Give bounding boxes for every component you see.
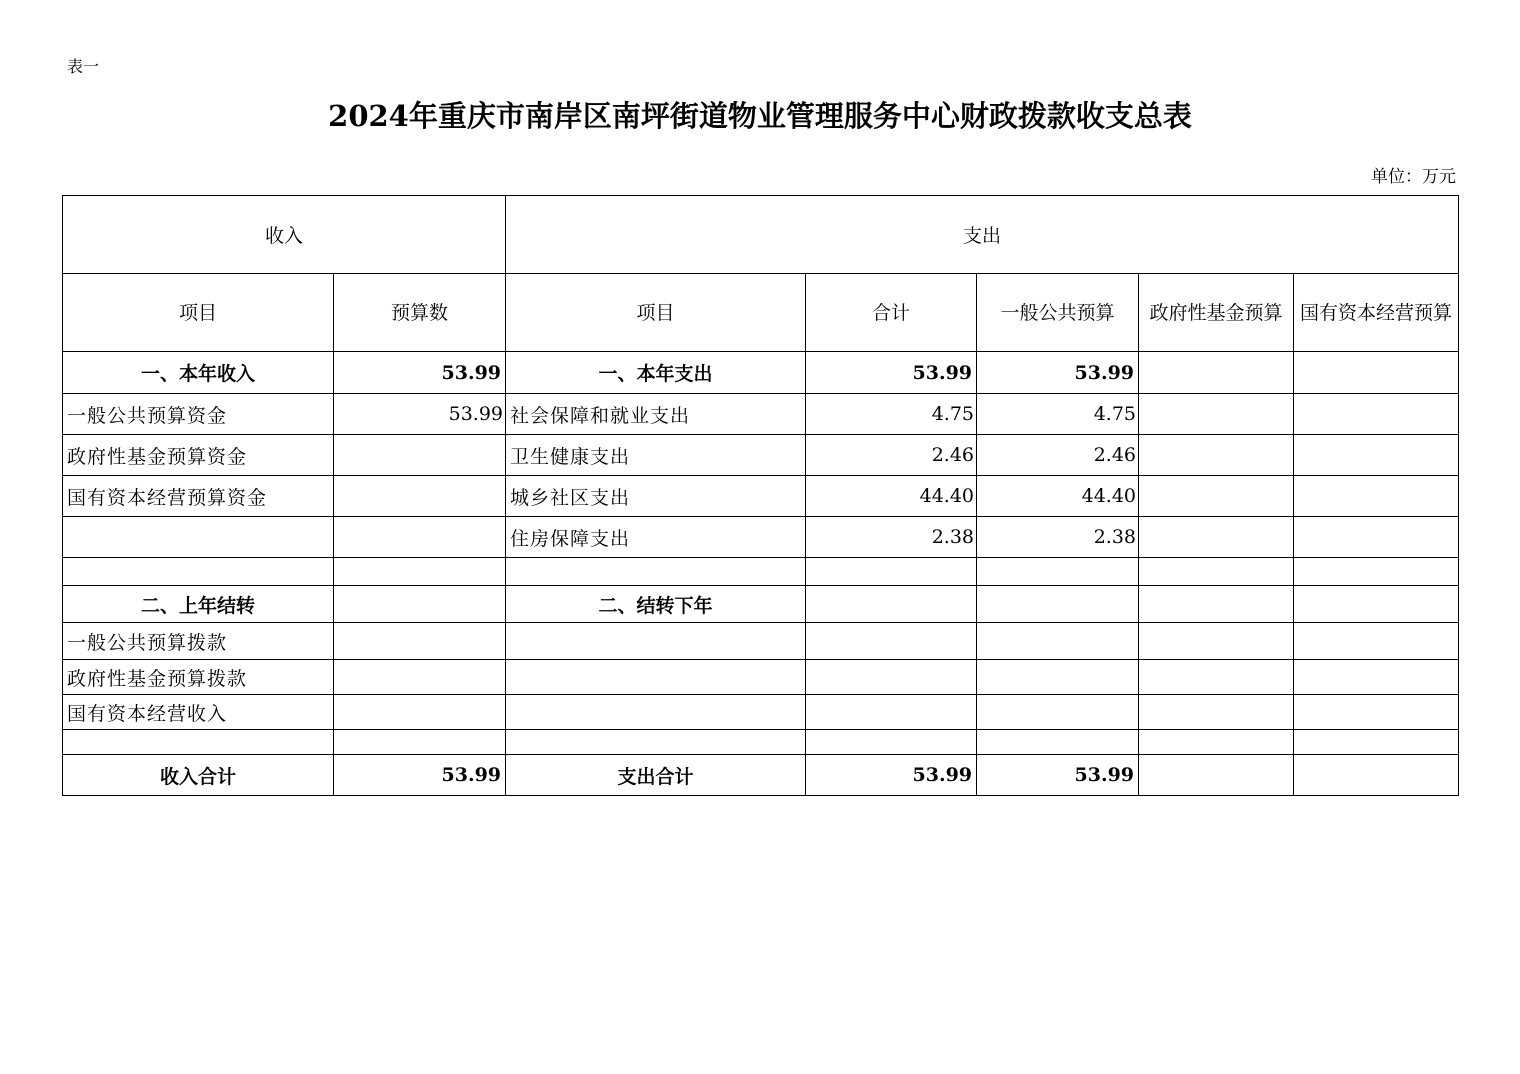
income-value-cell [334, 558, 506, 586]
income-value-cell: 53.99 [334, 394, 506, 435]
income-value-cell [334, 517, 506, 558]
general-public-cell [977, 660, 1139, 695]
gov-fund-budget-header: 政府性基金预算 [1139, 274, 1294, 352]
state-capital-cell [1294, 352, 1459, 394]
state-capital-cell [1294, 695, 1459, 730]
expense-total-value: 53.99 [806, 755, 977, 796]
expense-total-label: 支出合计 [506, 755, 806, 796]
income-item-cell: 国有资本经营预算资金 [63, 476, 334, 517]
gov-fund-cell [1139, 660, 1294, 695]
table-row [63, 394, 1459, 435]
total-cell: 44.40 [806, 476, 977, 517]
state-capital-cell [1294, 476, 1459, 517]
income-value-cell [334, 435, 506, 476]
total-cell [806, 558, 977, 586]
state-capital-cell [1294, 623, 1459, 660]
header-row-group [63, 196, 1459, 274]
gov-fund-cell [1139, 517, 1294, 558]
table-row [63, 352, 1459, 394]
gov-fund-cell [1139, 695, 1294, 730]
income-value-cell [334, 660, 506, 695]
state-capital-total-value [1294, 755, 1459, 796]
total-cell [806, 623, 977, 660]
gov-fund-cell [1139, 394, 1294, 435]
total-row [63, 755, 1459, 796]
expense-item-cell [506, 660, 806, 695]
state-capital-cell [1294, 730, 1459, 755]
total-cell [806, 695, 977, 730]
header-row-columns [63, 274, 1459, 352]
total-cell: 2.38 [806, 517, 977, 558]
expense-header: 支出 [506, 196, 1459, 274]
general-public-budget-header: 一般公共预算 [977, 274, 1139, 352]
expense-item-cell: 城乡社区支出 [506, 476, 806, 517]
gov-fund-cell [1139, 730, 1294, 755]
total-header: 合计 [806, 274, 977, 352]
table-row [63, 586, 1459, 623]
table-row [63, 695, 1459, 730]
table-row [63, 660, 1459, 695]
income-item-cell: 政府性基金预算拨款 [63, 660, 334, 695]
income-value-cell [334, 476, 506, 517]
total-cell [806, 730, 977, 755]
state-capital-budget-header: 国有资本经营预算 [1294, 274, 1459, 352]
total-cell [806, 586, 977, 623]
general-public-cell: 4.75 [977, 394, 1139, 435]
income-budget-header: 预算数 [334, 274, 506, 352]
page-title: 2024年重庆市南岸区南坪街道物业管理服务中心财政拨款收支总表 [328, 99, 1192, 133]
state-capital-cell [1294, 660, 1459, 695]
state-capital-cell [1294, 586, 1459, 623]
income-item-cell [63, 517, 334, 558]
income-item-cell: 国有资本经营收入 [63, 695, 334, 730]
income-item-cell: 二、上年结转 [63, 586, 334, 623]
gov-fund-cell [1139, 476, 1294, 517]
table-row [63, 476, 1459, 517]
expense-item-cell: 一、本年支出 [506, 352, 806, 394]
general-public-cell [977, 695, 1139, 730]
state-capital-cell [1294, 435, 1459, 476]
income-value-cell: 53.99 [334, 352, 506, 394]
income-value-cell [334, 586, 506, 623]
income-item-cell [63, 558, 334, 586]
income-item-cell: 一般公共预算资金 [63, 394, 334, 435]
general-public-cell [977, 730, 1139, 755]
expense-item-cell: 卫生健康支出 [506, 435, 806, 476]
state-capital-cell [1294, 394, 1459, 435]
total-cell: 2.46 [806, 435, 977, 476]
total-cell: 53.99 [806, 352, 977, 394]
general-public-cell [977, 623, 1139, 660]
income-item-cell [63, 730, 334, 755]
general-public-cell: 44.40 [977, 476, 1139, 517]
expense-item-cell: 二、结转下年 [506, 586, 806, 623]
total-cell [806, 660, 977, 695]
income-value-cell [334, 695, 506, 730]
income-item-cell: 一般公共预算拨款 [63, 623, 334, 660]
expense-item-cell: 住房保障支出 [506, 517, 806, 558]
gov-fund-cell [1139, 623, 1294, 660]
total-cell: 4.75 [806, 394, 977, 435]
budget-summary-table [62, 195, 1459, 796]
income-item-cell: 一、本年收入 [63, 352, 334, 394]
general-public-cell [977, 586, 1139, 623]
general-public-cell: 2.46 [977, 435, 1139, 476]
expense-item-cell: 社会保障和就业支出 [506, 394, 806, 435]
table-row [63, 730, 1459, 755]
general-public-total-value: 53.99 [977, 755, 1139, 796]
expense-item-header: 项目 [506, 274, 806, 352]
general-public-cell: 2.38 [977, 517, 1139, 558]
gov-fund-cell [1139, 435, 1294, 476]
table-row [63, 435, 1459, 476]
state-capital-cell [1294, 517, 1459, 558]
general-public-cell [977, 558, 1139, 586]
table-row [63, 623, 1459, 660]
income-item-header: 项目 [63, 274, 334, 352]
gov-fund-cell [1139, 558, 1294, 586]
income-header: 收入 [63, 196, 506, 274]
income-total-label: 收入合计 [63, 755, 334, 796]
table-label: 表一 [67, 57, 100, 76]
table-row [63, 517, 1459, 558]
state-capital-cell [1294, 558, 1459, 586]
general-public-cell: 53.99 [977, 352, 1139, 394]
income-value-cell [334, 623, 506, 660]
income-value-cell [334, 730, 506, 755]
income-total-value: 53.99 [334, 755, 506, 796]
expense-item-cell [506, 730, 806, 755]
table-row [63, 558, 1459, 586]
gov-fund-cell [1139, 352, 1294, 394]
gov-fund-cell [1139, 586, 1294, 623]
expense-item-cell [506, 695, 806, 730]
gov-fund-total-value [1139, 755, 1294, 796]
expense-item-cell [506, 623, 806, 660]
income-item-cell: 政府性基金预算资金 [63, 435, 334, 476]
expense-item-cell [506, 558, 806, 586]
unit-label: 单位：万元 [1371, 167, 1456, 187]
